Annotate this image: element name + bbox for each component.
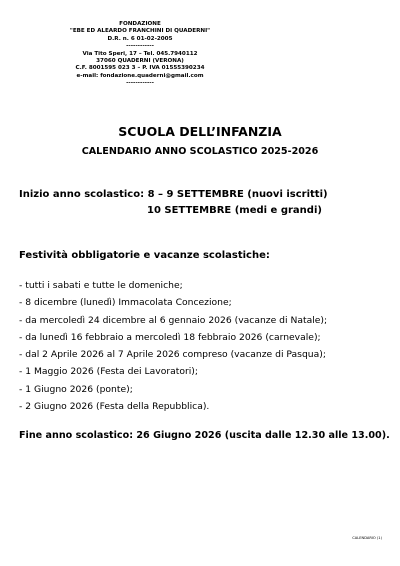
letterhead-line: C.F. 8001595 023 3 – P. IVA 01555390234 — [75, 65, 205, 72]
letterhead-line: FONDAZIONE — [119, 21, 161, 27]
school-start-line-2: 10 SETTEMBRE (medi e grandi) — [147, 205, 322, 216]
holiday-item: - 1 Giugno 2026 (ponte); — [19, 383, 133, 395]
letterhead-line: Via Tito Speri, 17 – Tel. 045.7940112 — [82, 50, 198, 57]
letterhead-line: "EBE ED ALEARDO FRANCHINI DI QUADERNI" — [69, 28, 211, 35]
holiday-item: - da mercoledì 24 dicembre al 6 gennaio 2026 (vacanze di Natale); — [19, 314, 328, 326]
foundation-letterhead — [0, 21, 280, 88]
holidays-heading: Festività obbligatorie e vacanze scolastiche: — [19, 250, 270, 261]
letterhead-divider: ------------ — [126, 43, 154, 50]
school-start-line: Inizio anno scolastico: 8 – 9 SETTEMBRE (nuovi iscritti) — [19, 189, 328, 200]
footer-code: CALENDARIO (1) — [352, 536, 382, 540]
letterhead-line: 37060 QUADERNI (VERONA) — [96, 58, 184, 65]
letterhead-divider: ------------ — [126, 80, 154, 87]
holiday-item: - dal 2 Aprile 2026 al 7 Aprile 2026 compreso (vacanze di Pasqua); — [19, 349, 326, 361]
holiday-item: - da lunedì 16 febbraio a mercoledì 18 febbraio 2026 (carnevale); — [19, 331, 321, 343]
letterhead-line: D.R. n. 6 01-02-2005 — [107, 35, 173, 42]
school-end-line: Fine anno scolastico: 26 Giugno 2026 (uscita dalle 12.30 alle 13.00). — [19, 430, 390, 441]
holiday-list — [19, 277, 327, 415]
holiday-item: - 2 Giugno 2026 (Festa della Repubblica). — [19, 401, 210, 413]
document-title: SCUOLA DELL’INFANZIA — [118, 124, 282, 139]
document-subtitle: CALENDARIO ANNO SCOLASTICO 2025-2026 — [81, 146, 319, 157]
holiday-item: - tutti i sabati e tutte le domeniche; — [19, 280, 183, 291]
letterhead-email: e-mail: fondazione.quaderni@gmail.com — [76, 72, 204, 79]
holiday-item: - 1 Maggio 2026 (Festa dei Lavoratori); — [19, 366, 198, 378]
holiday-item: - 8 dicembre (lunedì) Immacolata Concezione; — [19, 297, 232, 309]
